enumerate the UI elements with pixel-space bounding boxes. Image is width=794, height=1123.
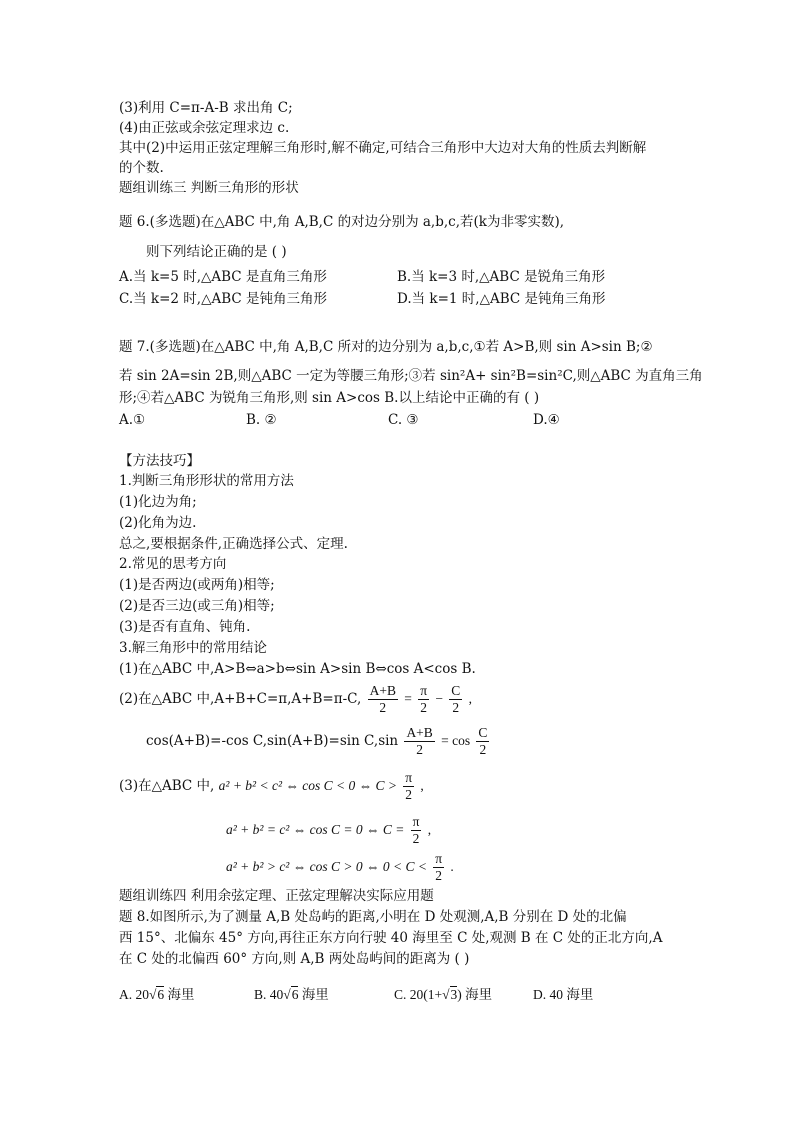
sqrt-sign: √ (283, 987, 291, 1002)
equals-sign: = (404, 691, 412, 706)
question-8-stem: 西 15°、北偏东 45° 方向,再往正东方向行驶 40 海里至 C 处,观测 B 在 C 处的正北方向,A (119, 930, 663, 946)
comma: , (427, 822, 432, 837)
fraction (433, 851, 444, 884)
question-8-stem: 在 C 处的北偏西 60° 方向,则 A,B 两处岛屿间的距离为 ( ) (119, 951, 470, 967)
text-line: (1)是否两边(或两角)相等; (119, 577, 275, 593)
numerator: C (451, 683, 461, 698)
inequality: a² + b² < c² ⇔ cos C < 0 ⇔ C > (218, 778, 397, 793)
text-line: (1)化边为角; (119, 494, 197, 510)
text-line: (2)化角为边. (119, 515, 197, 531)
question-6-stem: 题 6.(多选题)在△ABC 中,角 A,B,C 的对边分别为 a,b,c,若(k为非零实数), (119, 214, 565, 230)
minus-sign: − (435, 691, 443, 706)
denominator: 2 (433, 867, 444, 884)
text-line: (3)是否有直角、钝角. (119, 619, 251, 635)
option-unit: 海里 (301, 987, 329, 1002)
option-unit: 海里 (465, 987, 493, 1002)
question-8-option-b (254, 983, 329, 1003)
numerator: π (435, 851, 443, 866)
denominator: 2 (418, 699, 429, 716)
formula-text: = cos (441, 733, 471, 748)
question-6-option-d: D.当 k=1 时,△ABC 是钝角三角形 (397, 291, 606, 307)
text-line: 其中(2)中运用正弦定理解三角形时,解不确定,可结合三角形中大边对大角的性质去判断解 (119, 140, 647, 156)
method-heading: 【方法技巧】 (119, 453, 200, 469)
radicand: 3 (450, 987, 458, 1002)
question-7-stem: 若 sin 2A=sin 2B,则△ABC 一定为等腰三角形;③若 sin²A+ sin²B=sin²C,则△ABC 为直角三角 (119, 368, 703, 384)
sqrt-sign: √ (149, 987, 157, 1002)
fraction (368, 683, 398, 716)
numerator: π (412, 814, 420, 829)
fraction (403, 770, 414, 803)
text-line: 的个数. (119, 160, 164, 176)
text-line: (2)是否三边(或三角)相等; (119, 598, 275, 614)
formula-text: cos(A+B)=-cos C,sin(A+B)=sin C,sin (146, 733, 399, 749)
fraction (404, 725, 434, 758)
formula-line (119, 683, 472, 716)
formula-line (119, 770, 424, 803)
question-8-stem: 题 8.如图所示,为了测量 A,B 处岛屿的距离,小明在 D 处观测,A,B 分别在 D 处的北偏 (119, 909, 627, 925)
period: . (450, 859, 454, 874)
question-7-option-b: B. ② (246, 412, 277, 428)
section-heading: 题组训练四 利用余弦定理、正弦定理解决实际应用题 (119, 888, 434, 904)
text-line: (4)由正弦或余弦定理求边 c. (119, 120, 290, 136)
text-line: 2.常见的思考方向 (119, 556, 227, 572)
question-7-option-d: D.④ (533, 412, 560, 428)
option-text: B. 40 (254, 987, 284, 1002)
text-line: 总之,要根据条件,正确选择公式、定理. (119, 536, 348, 552)
fraction (476, 725, 489, 758)
formula-line (226, 814, 431, 847)
question-7-option-c: C. ③ (388, 412, 419, 428)
question-8-option-d: D. 40 海里 (533, 987, 594, 1002)
sqrt-sign: √ (442, 987, 450, 1002)
text-line: 1.判断三角形形状的常用方法 (119, 473, 294, 489)
question-6-option-a: A.当 k=5 时,△ABC 是直角三角形 (119, 269, 327, 285)
question-8-option-c (394, 983, 492, 1003)
option-unit: 海里 (167, 987, 195, 1002)
formula-text: (2)在△ABC 中,A+B+C=π,A+B=π-C, (119, 691, 362, 707)
numerator: C (478, 725, 488, 740)
inequality: a² + b² > c² ⇔ cos C > 0 ⇔ 0 < C < (226, 859, 427, 874)
numerator: A+B (406, 725, 433, 740)
question-7-option-a: A.① (119, 412, 146, 428)
numerator: π (405, 770, 413, 785)
text-line: 3.解三角形中的常用结论 (119, 640, 267, 656)
comma: , (420, 778, 424, 793)
denominator: 2 (449, 699, 462, 716)
fraction (418, 683, 429, 716)
denominator: 2 (404, 741, 434, 758)
question-6-prompt: 则下列结论正确的是 ( ) (146, 244, 287, 260)
numerator: A+B (369, 683, 396, 698)
denominator: 2 (403, 786, 414, 803)
comma: , (468, 691, 472, 706)
denominator: 2 (411, 830, 422, 847)
denominator: 2 (476, 741, 489, 758)
question-7-stem: 题 7.(多选题)在△ABC 中,角 A,B,C 所对的边分别为 a,b,c,①若 A>B,则 sin A>sin B;② (119, 339, 653, 355)
radicand: 6 (291, 987, 299, 1002)
formula-text: (3)在△ABC 中, (119, 778, 215, 794)
section-heading: 题组训练三 判断三角形的形状 (119, 180, 299, 196)
formula-line (146, 725, 491, 758)
question-8-option-a (119, 983, 195, 1003)
question-6-option-c: C.当 k=2 时,△ABC 是钝角三角形 (119, 291, 328, 307)
option-text: A. 20 (119, 987, 149, 1002)
numerator: π (420, 683, 428, 698)
option-text: C. 20(1+ (394, 987, 443, 1002)
fraction (411, 814, 422, 847)
radicand: 6 (157, 987, 165, 1002)
question-6-option-b: B.当 k=3 时,△ABC 是锐角三角形 (397, 269, 606, 285)
denominator: 2 (368, 699, 398, 716)
inequality: a² + b² = c² ⇔ cos C = 0 ⇔ C = (226, 822, 405, 837)
fraction (449, 683, 462, 716)
text-line: (3)利用 C=π-A-B 求出角 C; (119, 100, 293, 116)
option-text: ) (457, 987, 462, 1002)
formula-line (226, 851, 454, 884)
question-7-stem: 形;④若△ABC 为锐角三角形,则 sin A>cos B.以上结论中正确的有 ( ) (119, 390, 540, 406)
text-line: (1)在△ABC 中,A>B⇔a>b⇔sin A>sin B⇔cos A<cos B. (119, 661, 476, 677)
